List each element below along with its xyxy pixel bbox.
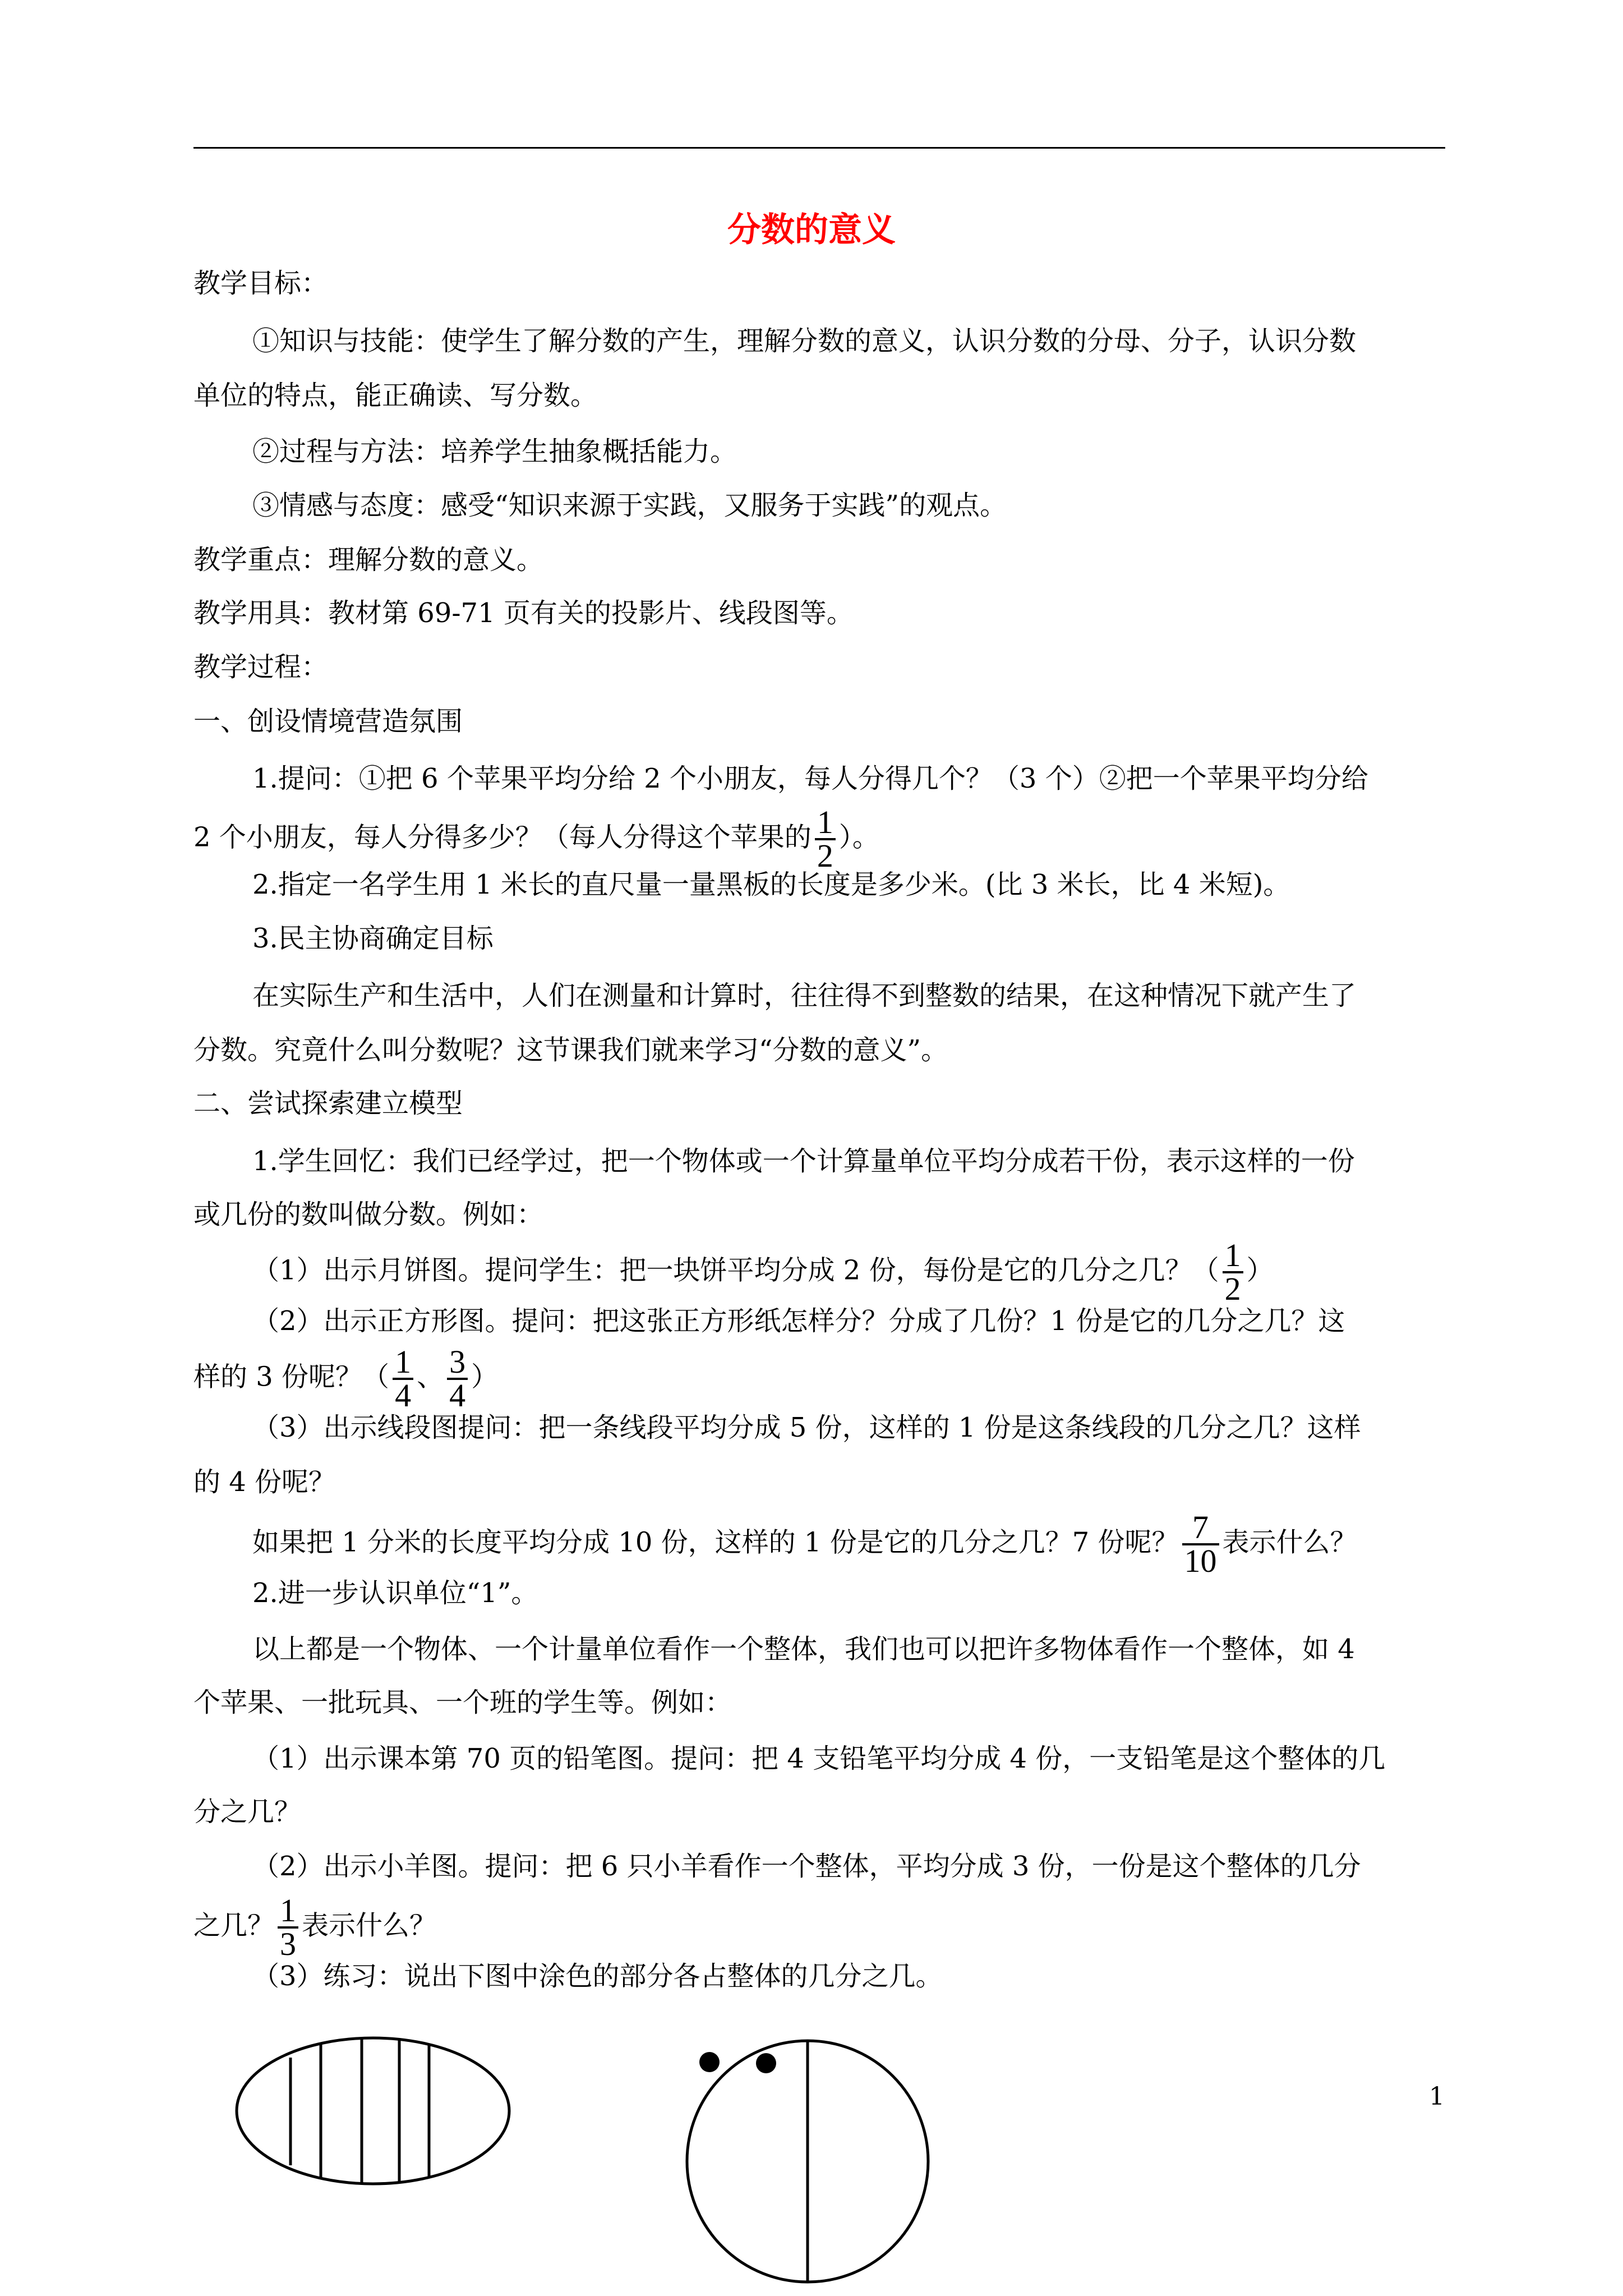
ellipse-figure xyxy=(237,2038,509,2184)
s2-item-2-example-2-line-2: 之几？ $\frac{1}{3}$ 表示什么？ xyxy=(193,1892,437,1962)
s2-item-2-example-1-line-1: （1）出示课本第 70 页的铅笔图。提问：把 4 支铅笔平均分成 4 份，一支铅笔是这个整体的几 xyxy=(252,1743,1386,1774)
s2-example-3-line-2: 的 4 份呢？ xyxy=(193,1466,336,1498)
s1-question-1-line-2: 2 个小朋友，每人分得多少？（每人分得这个苹果的 $\frac{1}{2}$ ）。 xyxy=(193,804,879,874)
s1-question-2: 2.指定一名学生用 1 米长的直尺量一量黑板的长度是多少米。(比 3 米长，比 4 米短)。 xyxy=(252,869,1290,900)
s2-item-1-line-2: 或几份的数叫做分数。例如： xyxy=(193,1199,544,1230)
fraction-one-third: $\frac{1}{3}$ xyxy=(278,1895,298,1960)
goal-2: ②过程与方法：培养学生抽象概括能力。 xyxy=(252,436,737,467)
s2-item-2-example-2-line-1: （2）出示小羊图。提问：把 6 只小羊看作一个整体，平均分成 3 份，一份是这个整体的几分 xyxy=(252,1851,1361,1882)
s2-item-2: 2.进一步认识单位“1”。 xyxy=(252,1577,538,1609)
s2-example-4: 如果把 1 分米的长度平均分成 10 份，这样的 1 份是它的几分之几？7 份呢？ $\frac{7}{10}$ 表示什么？ xyxy=(252,1509,1357,1579)
s1-paragraph-line-2: 分数。究竟什么叫分数呢？这节课我们就来学习“分数的意义”。 xyxy=(193,1034,948,1066)
goal-1-line-2: 单位的特点，能正确读、写分数。 xyxy=(193,380,598,411)
s2-item-2-example-1-line-2: 分之几？ xyxy=(193,1796,302,1828)
circle-figure xyxy=(687,2041,928,2282)
s1-question-1-line-1: 1.提问：①把 6 个苹果平均分给 2 个小朋友，每人分得几个？（3 个）②把一个苹果平均分给 xyxy=(252,763,1368,794)
s2-example-2-line-1: （2）出示正方形图。提问：把这张正方形纸怎样分？分成了几份？1 份是它的几分之几？这 xyxy=(252,1305,1345,1337)
fraction-one-half: $\frac{1}{2}$ xyxy=(1223,1240,1243,1305)
fraction-three-quarters: $\frac{3}{4}$ xyxy=(447,1346,468,1411)
fraction-one-quarter: $\frac{1}{4}$ xyxy=(393,1346,413,1411)
ellipse-outline xyxy=(237,2038,509,2184)
s2-item-2-exercise: （3）练习：说出下图中涂色的部分各占整体的几分之几。 xyxy=(252,1961,943,1992)
s2-example-3-line-1: （3）出示线段图提问：把一条线段平均分成 5 份，这样的 1 份是这条线段的几分之几？这样 xyxy=(252,1412,1361,1443)
s2-example-1: （1）出示月饼图。提问学生：把一块饼平均分成 2 份，每份是它的几分之几？（ $\frac{1}{2}$ ） xyxy=(252,1237,1274,1307)
s2-item-2-paragraph-line-2: 个苹果、一批玩具、一个班的学生等。例如： xyxy=(193,1687,732,1718)
s1-question-3: 3.民主协商确定目标 xyxy=(252,923,494,954)
section-1-heading: 一、创设情境营造氛围 xyxy=(193,706,463,737)
circle-dot-left xyxy=(699,2052,720,2072)
goal-3: ③情感与态度：感受“知识来源于实践，又服务于实践”的观点。 xyxy=(252,490,1007,521)
page-title: 分数的意义 xyxy=(727,210,896,250)
section-2-heading: 二、尝试探索建立模型 xyxy=(193,1088,463,1119)
fraction-one-half: $\frac{1}{2}$ xyxy=(815,807,836,872)
goal-1-line-1: ①知识与技能：使学生了解分数的产生，理解分数的意义，认识分数的分母、分子，认识分数 xyxy=(252,325,1357,357)
page-number: 1 xyxy=(1429,2082,1445,2111)
process-label: 教学过程： xyxy=(193,651,329,683)
teaching-focus: 教学重点：理解分数的意义。 xyxy=(193,544,544,576)
s2-example-2-line-2: 样的 3 份呢？（ $\frac{1}{4}$ 、 $\frac{3}{4}$ ） xyxy=(193,1343,499,1414)
teaching-tools: 教学用具：教材第 69-71 页有关的投影片、线段图等。 xyxy=(193,597,854,629)
circle-dot-right xyxy=(756,2053,776,2073)
s2-item-1-line-1: 1.学生回忆：我们已经学过，把一个物体或一个计算量单位平均分成若干份，表示这样的一份 xyxy=(252,1145,1355,1177)
s2-item-2-paragraph-line-1: 以上都是一个物体、一个计量单位看作一个整体，我们也可以把许多物体看作一个整体，如 4 xyxy=(252,1634,1355,1665)
fraction-seven-tenths: $\frac{7}{10}$ xyxy=(1182,1512,1219,1577)
goals-label: 教学目标： xyxy=(193,268,329,299)
s1-paragraph-line-1: 在实际生产和生活中，人们在测量和计算时，往往得不到整数的结果，在这种情况下就产生了 xyxy=(252,980,1357,1011)
